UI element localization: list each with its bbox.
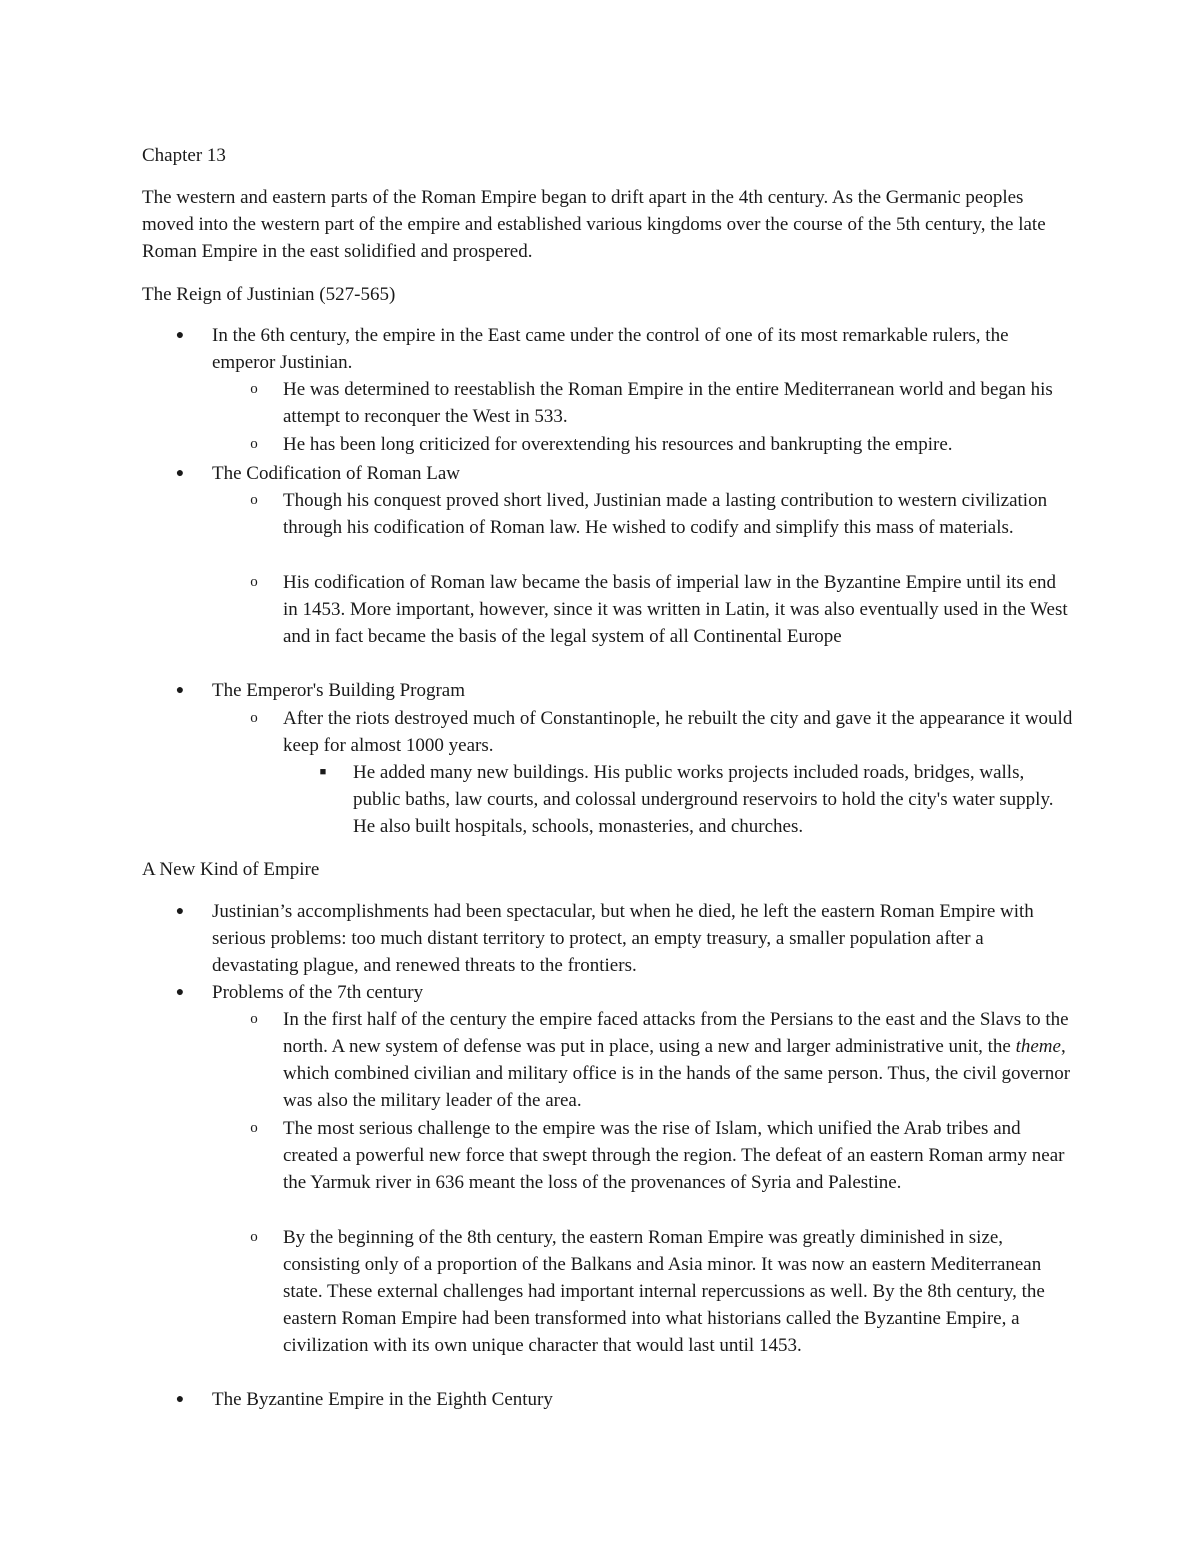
circle-marker: o xyxy=(250,436,258,452)
bullet-marker: ● xyxy=(175,466,185,481)
circle-marker: o xyxy=(250,1120,258,1136)
intro-paragraph: The western and eastern parts of the Roman Empire began to drift apart in the 4th century. As the Germanic peoples moved into the western part of the empire and established various kingdoms over the course of the 5th century, the late Roman Empire in the east solidified and prospered. xyxy=(142,187,1046,262)
circle-marker: o xyxy=(250,1229,258,1245)
list-item: The Codification of Roman Law xyxy=(212,463,460,484)
list-item xyxy=(283,1006,1073,1114)
list-item: Though his conquest proved short lived, Justinian made a lasting contribution to western civilization through his codification of Roman law. He wished to codify and simplify this mass of materials. xyxy=(283,490,1048,538)
list-item: Justinian’s accomplishments had been spectacular, but when he died, he left the eastern Roman Empire with serious problems: too much distant territory to protect, an empty treasury, a smaller population after a devastating plague, and renewed threats to the frontiers. xyxy=(212,901,1034,976)
circle-marker: o xyxy=(250,492,258,508)
list-item: The Byzantine Empire in the Eighth Century xyxy=(212,1389,553,1410)
circle-marker: o xyxy=(250,381,258,397)
square-marker: ■ xyxy=(319,766,327,778)
list-item: The most serious challenge to the empire was the rise of Islam, which unified the Arab tribes and created a powerful new force that swept through the region. The defeat of an eastern Roman army near the Yarmuk river in 636 meant the loss of the provenances of Syria and Palestine. xyxy=(283,1118,1065,1193)
list-item: His codification of Roman law became the basis of imperial law in the Byzantine Empire until its end in 1453. More important, however, since it was written in Latin, it was also eventually used in the West and in fact became the basis of the legal system of all Continental Europe xyxy=(283,572,1068,647)
list-item: In the 6th century, the empire in the East came under the control of one of its most remarkable rulers, the emperor Justinian. xyxy=(212,325,1009,373)
list-item: He has been long criticized for overextending his resources and bankrupting the empire. xyxy=(283,434,953,455)
item-text-start: In the first half of the century the empire faced attacks from the Persians to the east and the Slavs to the north. A new system of defense was put in place, using a new and larger administrative unit, the xyxy=(283,1009,1069,1057)
list-item: The Emperor's Building Program xyxy=(212,680,466,701)
bullet-marker: ● xyxy=(175,985,185,1000)
list-item: By the beginning of the 8th century, the eastern Roman Empire was greatly diminished in size, consisting only of a proportion of the Balkans and Asia minor. It was now an eastern Mediterranean state. These external challenges had important internal repercussions as well. By the 8th century, the eastern Roman Empire had been transformed into what historians called the Byzantine Empire, a civilization with its own unique character that would last until 1453. xyxy=(283,1227,1045,1356)
bullet-marker: ● xyxy=(175,328,185,343)
item-text-end: , which combined civilian and military office is in the hands of the same person. Thus, the civil governor was also the military leader of the area. xyxy=(283,1036,1071,1111)
section-heading-justinian: The Reign of Justinian (527-565) xyxy=(142,284,396,305)
bullet-marker: ● xyxy=(175,904,185,919)
circle-marker: o xyxy=(250,574,258,590)
section-heading-new-empire: A New Kind of Empire xyxy=(142,859,320,880)
list-item: After the riots destroyed much of Constantinople, he rebuilt the city and gave it the appearance it would keep for almost 1000 years. xyxy=(283,708,1073,756)
italic-term: theme xyxy=(1015,1036,1061,1057)
list-item: He added many new buildings. His public works projects included roads, bridges, walls, public baths, law courts, and colossal underground reservoirs to hold the city's water supply. He also built hospitals, schools, monasteries, and churches. xyxy=(353,762,1054,837)
circle-marker: o xyxy=(250,710,258,726)
bullet-marker: ● xyxy=(175,1392,185,1407)
chapter-title: Chapter 13 xyxy=(142,145,226,166)
circle-marker: o xyxy=(250,1011,258,1027)
bullet-marker: ● xyxy=(175,683,185,698)
list-item: Problems of the 7th century xyxy=(212,982,424,1003)
list-item: He was determined to reestablish the Roman Empire in the entire Mediterranean world and began his attempt to reconquer the West in 533. xyxy=(283,379,1053,427)
